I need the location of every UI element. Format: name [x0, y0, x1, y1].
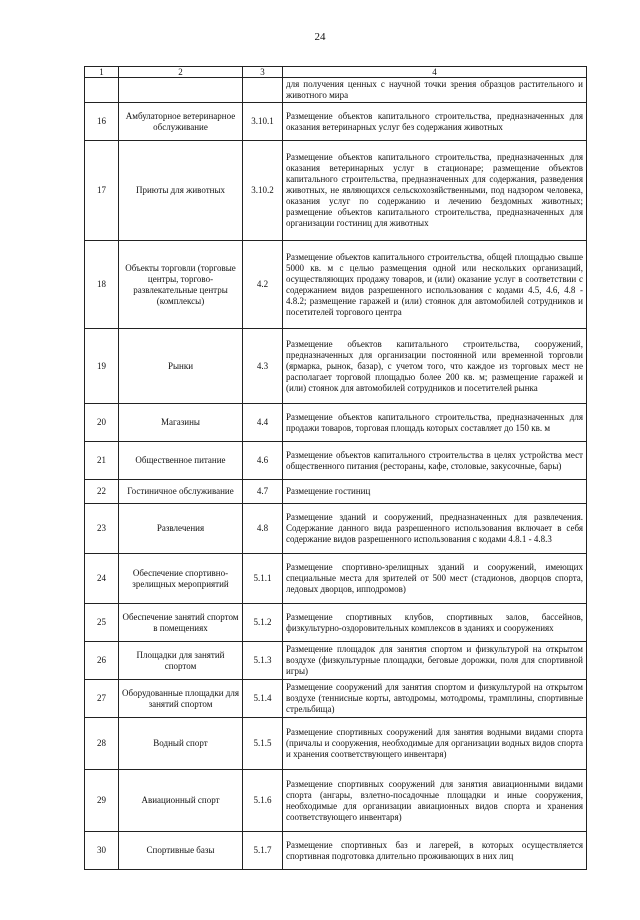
- row-code: 4.3: [243, 329, 283, 404]
- row-number: 28: [85, 718, 119, 770]
- header-col-2: 2: [119, 67, 243, 78]
- row-name: Обеспечение занятий спортом в помещениях: [119, 604, 243, 642]
- row-number: 17: [85, 141, 119, 241]
- table-row: [85, 329, 587, 404]
- row-code: 3.10.1: [243, 103, 283, 141]
- row-description: Размещение сооружений для занятия спортом и физкультурой на открытом воздухе (теннисные корты, автодромы, мотодромы, трамплины, спортивные стрельбища): [283, 680, 587, 718]
- row-code: 5.1.5: [243, 718, 283, 770]
- table-cell: [85, 78, 119, 103]
- row-name: Общественное питание: [119, 442, 243, 480]
- table-row: [85, 642, 587, 680]
- row-number: 22: [85, 480, 119, 504]
- table-row: [85, 241, 587, 329]
- table-row: [85, 141, 587, 241]
- table-row: [85, 832, 587, 870]
- table-row: [85, 480, 587, 504]
- row-code: 4.6: [243, 442, 283, 480]
- table-row: [85, 770, 587, 832]
- row-number: 23: [85, 504, 119, 554]
- row-description: Размещение спортивных сооружений для занятия авиационными видами спорта (ангары, взлетно-посадочные площадки и иные сооружения, необходимые для организации авиационных видов спорта и хранения соответствующего инвентаря): [283, 770, 587, 832]
- row-code: 5.1.7: [243, 832, 283, 870]
- row-name: Гостиничное обслуживание: [119, 480, 243, 504]
- row-description: Размещение объектов капитального строительства, предназначенных для оказания ветеринарных услуг без содержания животных: [283, 103, 587, 141]
- table-row: [85, 554, 587, 604]
- row-code: 4.7: [243, 480, 283, 504]
- table-row: [85, 718, 587, 770]
- row-number: 18: [85, 241, 119, 329]
- header-col-4: 4: [283, 67, 587, 78]
- row-code: 4.8: [243, 504, 283, 554]
- row-code: 5.1.6: [243, 770, 283, 832]
- continuation-text: для получения ценных с научной точки зрения образцов растительного и животного мира: [283, 78, 587, 103]
- table-cell: [243, 78, 283, 103]
- row-code: 4.2: [243, 241, 283, 329]
- row-name: Обеспечение спортивно-зрелищных мероприятий: [119, 554, 243, 604]
- row-name: Рынки: [119, 329, 243, 404]
- table-cell: [119, 78, 243, 103]
- row-name: Водный спорт: [119, 718, 243, 770]
- row-name: Магазины: [119, 404, 243, 442]
- row-code: 5.1.4: [243, 680, 283, 718]
- row-name: Оборудованные площадки для занятий спортом: [119, 680, 243, 718]
- row-description: Размещение объектов капитального строительства в целях устройства мест общественного питания (рестораны, кафе, столовые, закусочные, бары): [283, 442, 587, 480]
- row-description: Размещение объектов капитального строительства, предназначенных для продажи товаров, торговая площадь которых составляет до 150 кв. м: [283, 404, 587, 442]
- table-row: [85, 442, 587, 480]
- table-row: [85, 504, 587, 554]
- row-description: Размещение объектов капитального строительства, сооружений, предназначенных для организации постоянной или временной торговли (ярмарка, рынок, базар), с учетом того, что каждое из торговых мест не располагает торговой площадью более 200 кв. м; размещение гаражей и (или) стоянок для автомобилей сотрудников и посетителей рынка: [283, 329, 587, 404]
- row-name: Приюты для животных: [119, 141, 243, 241]
- row-number: 29: [85, 770, 119, 832]
- page-number: 24: [314, 31, 326, 43]
- row-name: Авиационный спорт: [119, 770, 243, 832]
- row-number: 20: [85, 404, 119, 442]
- row-description: Размещение площадок для занятия спортом и физкультурой на открытом воздухе (физкультурные площадки, беговые дорожки, поля для спортивной игры): [283, 642, 587, 680]
- land-use-table: [84, 66, 587, 870]
- row-description: Размещение гостиниц: [283, 480, 587, 504]
- header-col-3: 3: [243, 67, 283, 78]
- row-description: Размещение зданий и сооружений, предназначенных для развлечения. Содержание данного вида разрешенного использования включает в себя содержание видов разрешенного использования с кодами 4.8.1 - 4.8.3: [283, 504, 587, 554]
- header-col-1: 1: [85, 67, 119, 78]
- row-name: Спортивные базы: [119, 832, 243, 870]
- row-description: Размещение объектов капитального строительства, общей площадью свыше 5000 кв. м с целью размещения одной или нескольких организаций, осуществляющих продажу товаров, и (или) оказание услуг в соответствии с содержанием видов разрешенного использования с кодами 4.5, 4.6, 4.8 - 4.8.2; размещение гаражей и (или) стоянок для автомобилей сотрудников и посетителей торгового центра: [283, 241, 587, 329]
- row-number: 25: [85, 604, 119, 642]
- row-number: 21: [85, 442, 119, 480]
- row-number: 16: [85, 103, 119, 141]
- table-row: [85, 404, 587, 442]
- row-description: Размещение спортивных сооружений для занятия водными видами спорта (причалы и сооружения, необходимые для организации водных видов спорта и хранения соответствующего инвентаря): [283, 718, 587, 770]
- row-code: 5.1.3: [243, 642, 283, 680]
- row-number: 24: [85, 554, 119, 604]
- table-row: [85, 680, 587, 718]
- row-number: 26: [85, 642, 119, 680]
- row-code: 5.1.1: [243, 554, 283, 604]
- table-header-row: [85, 67, 587, 78]
- row-description: Размещение спортивных баз и лагерей, в которых осуществляется спортивная подготовка длительно проживающих в них лиц: [283, 832, 587, 870]
- row-code: 5.1.2: [243, 604, 283, 642]
- row-code: 4.4: [243, 404, 283, 442]
- row-name: Объекты торговли (торговые центры, торгово-развлекательные центры (комплексы): [119, 241, 243, 329]
- row-name: Площадки для занятий спортом: [119, 642, 243, 680]
- row-number: 27: [85, 680, 119, 718]
- row-description: Размещение объектов капитального строительства, предназначенных для оказания ветеринарных услуг в стационаре; размещение объектов капитального строительства, предназначенных для содержания, разведения животных, не являющихся сельскохозяйственными, под надзором человека, оказания услуг по содержанию и лечению бездомных животных; размещение объектов капитального строительства, предназначенных для организации гостиниц для животных: [283, 141, 587, 241]
- table-row: [85, 103, 587, 141]
- row-number: 30: [85, 832, 119, 870]
- row-number: 19: [85, 329, 119, 404]
- table-row-continuation: [85, 78, 587, 103]
- row-code: 3.10.2: [243, 141, 283, 241]
- row-description: Размещение спортивных клубов, спортивных залов, бассейнов, физкультурно-оздоровительных комплексов в зданиях и сооружениях: [283, 604, 587, 642]
- table-row: [85, 604, 587, 642]
- row-name: Амбулаторное ветеринарное обслуживание: [119, 103, 243, 141]
- row-name: Развлечения: [119, 504, 243, 554]
- row-description: Размещение спортивно-зрелищных зданий и сооружений, имеющих специальные места для зрителей от 500 мест (стадионов, дворцов спорта, ледовых дворцов, ипподромов): [283, 554, 587, 604]
